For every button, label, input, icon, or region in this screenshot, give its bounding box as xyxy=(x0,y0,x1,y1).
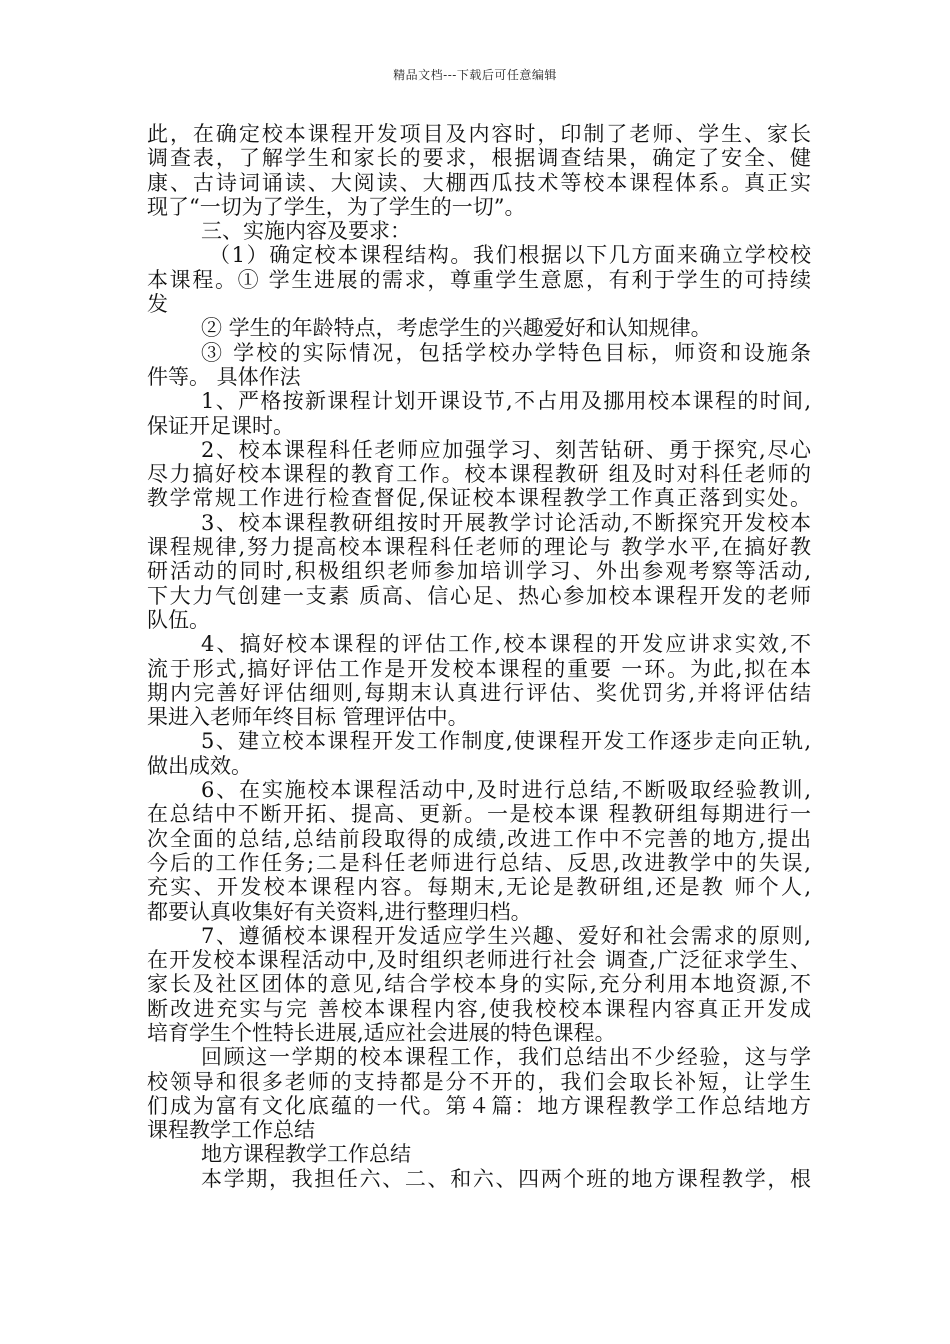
text-line: 现了“一切为了学生，为了学生的一切”。 xyxy=(147,194,526,219)
text-line: ② 学生的年龄特点，考虑学生的兴趣爱好和认知规律。 xyxy=(201,316,712,341)
text-line: 尽力搞好校本课程的教育工作。校本课程教研 组及时对科任老师的 xyxy=(147,462,811,487)
text-line: 1、严格按新课程计划开课设节,不占用及挪用校本课程的时间, xyxy=(201,389,811,414)
text-line: 们成为富有文化底蕴的一代。第４篇：地方课程教学工作总结地方 xyxy=(147,1093,811,1118)
text-line: 2、校本课程科任老师应加强学习、刻苦钻研、勇于探究,尽心 xyxy=(201,437,811,462)
text-line: 做出成效。 xyxy=(147,753,252,778)
text-line: 下大力气创建一支素 质高、信心足、热心参加校本课程开发的老师 xyxy=(147,583,811,608)
text-line: 教学常规工作进行检查督促,保证校本课程教学工作真正落到实处。 xyxy=(147,486,811,511)
text-line: 课程教学工作总结 xyxy=(147,1118,315,1143)
text-line: 流于形式,搞好评估工作是开发校本课程的重要 一环。为此,拟在本 xyxy=(147,656,811,681)
text-line: 发 xyxy=(147,292,168,317)
text-line: 家长及社区团体的意见,结合学校本身的实际,充分利用本地资源,不 xyxy=(147,972,811,997)
text-line: 断改进充实与完 善校本课程内容,使我校校本课程内容真正开发成 xyxy=(147,996,811,1021)
text-line: 此，在确定校本课程开发项目及内容时，印制了老师、学生、家长 xyxy=(147,122,811,146)
text-line: 7、遵循校本课程开发适应学生兴趣、爱好和社会需求的原则, xyxy=(201,923,811,948)
text-line: 保证开足课时。 xyxy=(147,413,294,438)
text-line: 课程规律,努力提高校本课程科任老师的理论与 教学水平,在搞好教 xyxy=(147,535,811,560)
text-line: 期内完善好评估细则,每期末认真进行评估、奖优罚劣,并将评估结 xyxy=(147,680,811,705)
text-line: （1）确定校本课程结构。我们根据以下几方面来确立学校校 xyxy=(209,243,811,268)
text-line: 回顾这一学期的校本课程工作，我们总结出不少经验，这与学 xyxy=(201,1045,811,1070)
text-line: 培育学生个性特长进展,适应社会进展的特色课程。 xyxy=(147,1020,616,1045)
text-line: 都要认真收集好有关资料,进行整理归档。 xyxy=(147,899,532,924)
text-line: 3、校本课程教研组按时开展教学讨论活动,不断探究开发校本 xyxy=(201,510,811,535)
text-line: 本课程。① 学生进展的需求，尊重学生意愿，有利于学生的可持续 xyxy=(147,267,811,292)
text-line: 调查表，了解学生和家长的要求，根据调查结果，确定了安全、健 xyxy=(147,146,811,171)
text-line: 在开发校本课程活动中,及时组织老师进行社会 调查,广泛征求学生、 xyxy=(147,948,811,973)
text-line: 果进入老师年终目标 管理评估中。 xyxy=(147,705,469,730)
section-heading: 地方课程教学工作总结 xyxy=(201,1142,411,1167)
section-heading: 三、实施内容及要求： xyxy=(201,219,411,244)
text-line: 次全面的总结,总结前段取得的成绩,改进工作中不完善的地方,提出 xyxy=(147,826,811,851)
page-header: 精品文档---下载后可任意编辑 xyxy=(393,68,557,82)
text-line: 在总结中不断开拓、提高、更新。一是校本课 程教研组每期进行一 xyxy=(147,802,811,827)
text-line: 充实、开发校本课程内容。每期末,无论是教研组,还是教 师个人, xyxy=(147,875,811,900)
text-line: 校领导和很多老师的支持都是分不开的，我们会取长补短，让学生 xyxy=(147,1069,811,1094)
text-line: 研活动的同时,积极组织老师参加培训学习、外出参观考察等活动, xyxy=(147,559,811,584)
text-line: 今后的工作任务;二是科任老师进行总结、反思,改进教学中的失误, xyxy=(147,850,811,875)
text-line: 本学期，我担任六、二、和六、四两个班的地方课程教学，根 xyxy=(201,1166,811,1191)
text-line: 4、搞好校本课程的评估工作,校本课程的开发应讲求实效,不 xyxy=(201,632,811,657)
text-line: 5、建立校本课程开发工作制度,使课程开发工作逐步走向正轨, xyxy=(201,729,811,754)
text-line: 6、在实施校本课程活动中,及时进行总结,不断吸取经验教训, xyxy=(201,778,811,803)
document-body xyxy=(147,122,811,1191)
text-line: ③ 学校的实际情况，包括学校办学特色目标，师资和设施条 xyxy=(201,340,811,365)
text-line: 康、古诗词诵读、大阅读、大棚西瓜技术等校本课程体系。真正实 xyxy=(147,170,811,195)
text-line: 队伍。 xyxy=(147,607,210,632)
text-line: 件等。 具体作法 xyxy=(147,364,301,389)
